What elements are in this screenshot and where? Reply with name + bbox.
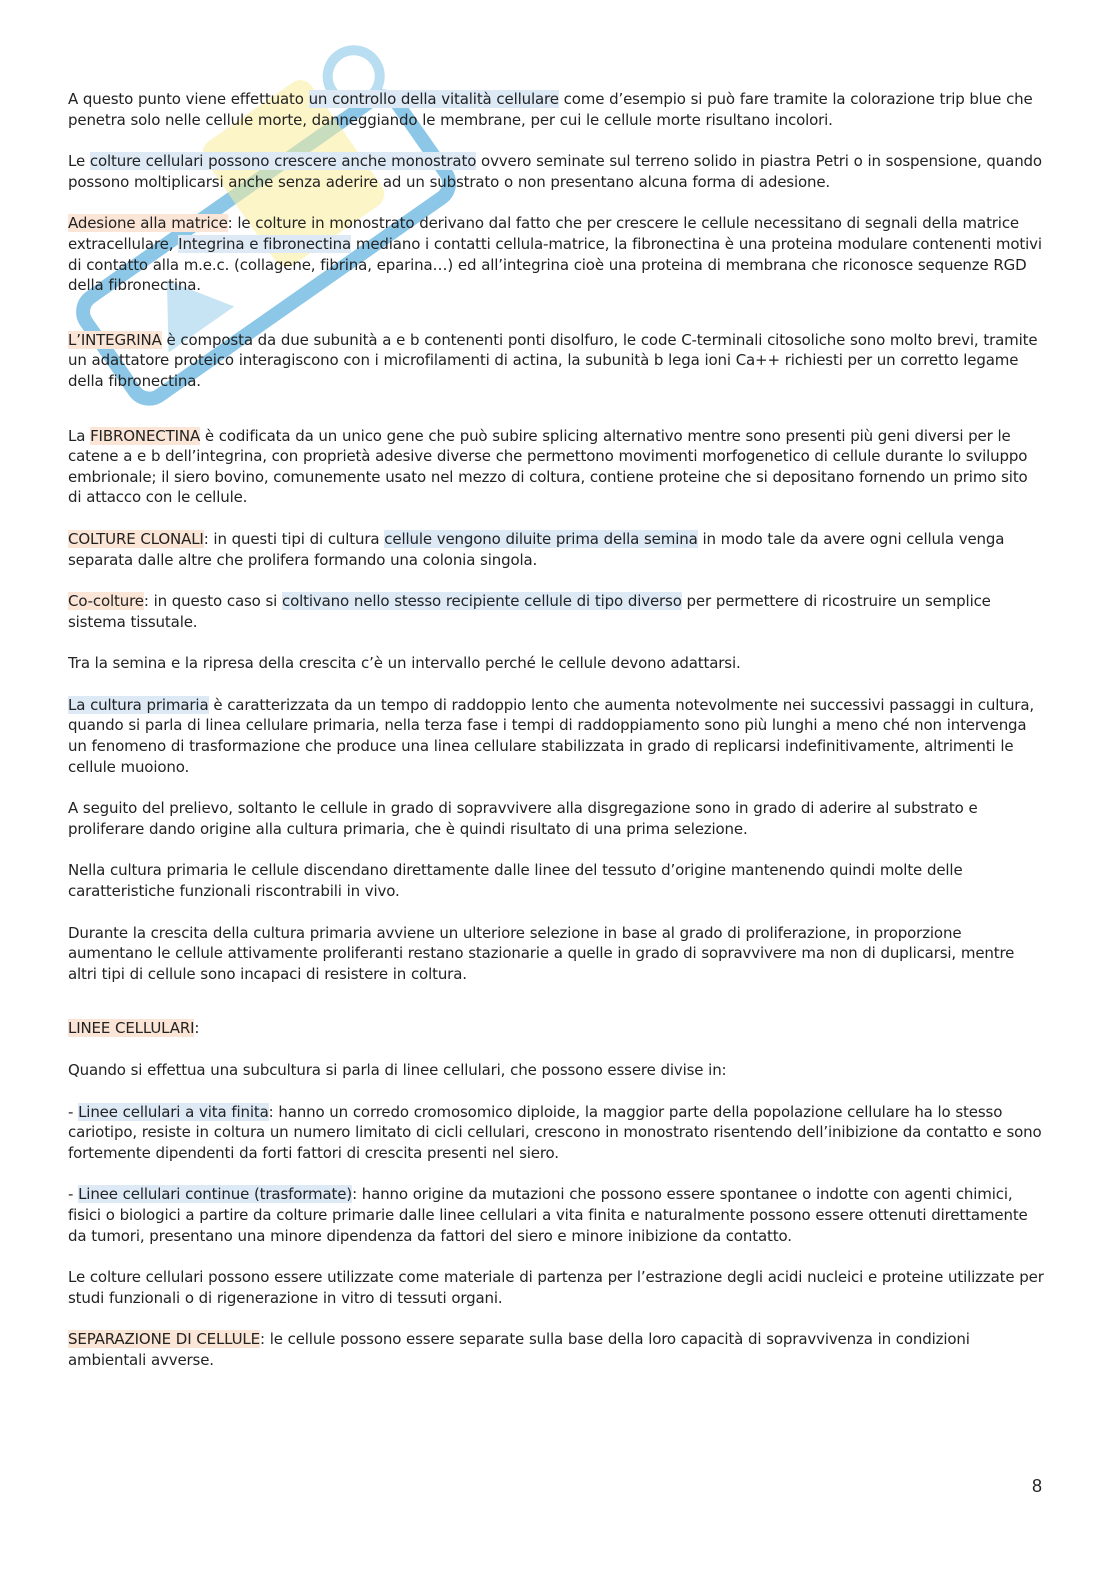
highlight-vita-finita: Linee cellulari a vita finita (78, 1102, 269, 1121)
highlight-integrina-fibronectina: Integrina e fibronectina (178, 234, 352, 253)
paragraph-co-colture: Co-colture: in questo caso si coltivano nello stesso recipiente cellule di tipo diverso per permettere di ricostruire un semplice sistema tissutale. (68, 592, 991, 631)
term-integrina: L’INTEGRINA (68, 330, 162, 349)
paragraph-prelievo: A seguito del prelievo, soltanto le cellule in grado di sopravvivere alla disgregazione sono in grado di aderire al substrato e proliferare dando origine alla cultura primaria, che è quindi risultato di una prima selezione. (68, 799, 978, 838)
paragraph-colture-clonali: COLTURE CLONALI: in questi tipi di cultura cellule vengono diluite prima della semina in modo tale da avere ogni cellula venga separata dalle altre che prolifera formando una colonia singola. (68, 529, 1005, 569)
list-item-continue: - Linee cellulari continue (trasformate): hanno origine da mutazioni che possono essere spontanee o indotte con agenti chimici, fisici o biologici a partire da colture primarie dalle linee cellulari a vita finita e naturalmente possono essere ottenuti direttamente da tumori, presentano una minore dipendenza da fattori del siero e minore inibizione da contatto. (68, 1185, 1028, 1245)
paragraph-selezione: Durante la crescita della cultura primaria avviene un ulteriore selezione in base al grado di proliferazione, in proporzione aumentano le cellule attivamente proliferanti restano stazionarie a quelle in grado di sopravvivere ma non di duplicarsi, mentre altri tipi di cellule sono incapaci di resistere in coltura. (68, 923, 1015, 983)
paragraph-fibronectina: La FIBRONECTINA è codificata da un unico gene che può subire splicing alternativo mentre sono presenti più geni diversi per le catene a e b dell’integrina, con proprietà adesive diverse che permettono movimenti morfogenetico di cellule durante lo sviluppo embrionale; il siero bovino, comunemente usato nel mezzo di coltura, contiene proteine che si depositano fornendo un primo sito di attacco con le cellule. (68, 426, 1028, 507)
paragraph-integrina: L’INTEGRINA è composta da due subunità a e b contenenti ponti disolfuro, le code C-terminali citosoliche sono molto brevi, tramite un adattatore proteico interagiscono con i microfilamenti di actina, la subunità b lega ioni Ca++ richiesti per un corretto legame della fibronectina. (68, 330, 1038, 390)
section-heading-linee-cellulari: LINEE CELLULARI: (68, 1019, 200, 1038)
term-fibronectina: FIBRONECTINA (90, 426, 201, 445)
paragraph-subcultura: Quando si effettua una subcultura si parla di linee cellulari, che possono essere divise in: (68, 1061, 727, 1079)
paragraph-utilizzo: Le colture cellulari possono essere utilizzate come materiale di partenza per l’estrazione degli acidi nucleici e proteine utilizzate per studi funzionali o di rigenerazione in vitro di tessuti organi. (68, 1268, 1044, 1307)
highlight-diluizione: cellule vengono diluite prima della semina (384, 529, 698, 548)
highlight-cultura-primaria: La cultura primaria (68, 695, 209, 714)
document-body (68, 89, 1044, 1392)
term-colture-clonali: COLTURE CLONALI (68, 529, 204, 548)
term-adesione-matrice: Adesione alla matrice (68, 214, 228, 233)
page-number: 8 (1031, 1476, 1042, 1496)
highlight-vitalita: un controllo della vitalità cellulare (308, 90, 559, 108)
paragraph-semina: Tra la semina e la ripresa della crescita c’è un intervallo perché le cellule devono adattarsi. (68, 654, 741, 673)
paragraph-cultura-primaria: La cultura primaria è caratterizzata da un tempo di raddoppio lento che aumenta notevolmente nei successivi passaggi in cultura, quando si parla di linea cellulare primaria, nella terza fase i tempi di raddoppiamento sono più lunghi a meno ché non intervenga un fenomeno di trasformazione che produce una linea cellulare stabilizzata in grado di replicarsi indefinitivamente, altrimenti le cellule muoiono. (68, 695, 1034, 776)
term-co-colture: Co-colture (68, 592, 144, 611)
list-item-vita-finita: - Linee cellulari a vita finita: hanno un corredo cromosomico diploide, la maggior parte della popolazione cellulare ha lo stesso cariotipo, resiste in coltura un numero limitato di cicli cellulari, crescono in monostrato risentendo dell’inibizione da contatto e sono fortemente dipendenti da forti fattori di crescita presenti nel siero. (68, 1102, 1042, 1162)
term-separazione-cellule: SEPARAZIONE DI CELLULE (68, 1330, 260, 1349)
paragraph-separazione: SEPARAZIONE DI CELLULE: le cellule possono essere separate sulla base della loro capacità di sopravvivenza in condizioni ambientali avverse. (68, 1330, 970, 1369)
highlight-monostrato: colture cellulari possono crescere anche monostrato (89, 152, 477, 171)
paragraph-monostrato: Le colture cellulari possono crescere anche monostrato ovvero seminate sul terreno solido in piastra Petri o in sospensione, quando possono moltiplicarsi anche senza aderire ad un substrato o non presentano alcuna forma di adesione. (68, 152, 1042, 191)
paragraph-discendenza: Nella cultura primaria le cellule discendano direttamente dalle linee del tessuto d’origine mantenendo quindi molte delle caratteristiche funzionali riscontrabili in vivo. (68, 861, 963, 901)
paragraph-adesione: Adesione alla matrice: le colture in monostrato derivano dal fatto che per crescere le cellule necessitano di segnali della matrice extracellulare, Integrina e fibronectina mediano i contatti cellula-matrice, la fibronectina è una proteina modulare contenenti motivi di contatto alla m.e.c. (collagene, fibrina, eparina…) ed all’integrina cioè una proteina di membrana che riconosce sequenze RGD della fibronectina. (68, 214, 1042, 295)
term-linee-cellulari: LINEE CELLULARI (68, 1019, 195, 1038)
highlight-continue: Linee cellulari continue (trasformate) (78, 1185, 353, 1204)
paragraph-vitalita: A questo punto viene effettuato un controllo della vitalità cellulare come d’esempio si può fare tramite la colorazione trip blue che penetra solo nelle cellule morte, danneggiando le membrane, per cui le cellule morte risultano incolori. (68, 90, 1033, 129)
highlight-stesso-recipiente: coltivano nello stesso recipiente cellule di tipo diverso (282, 592, 682, 611)
